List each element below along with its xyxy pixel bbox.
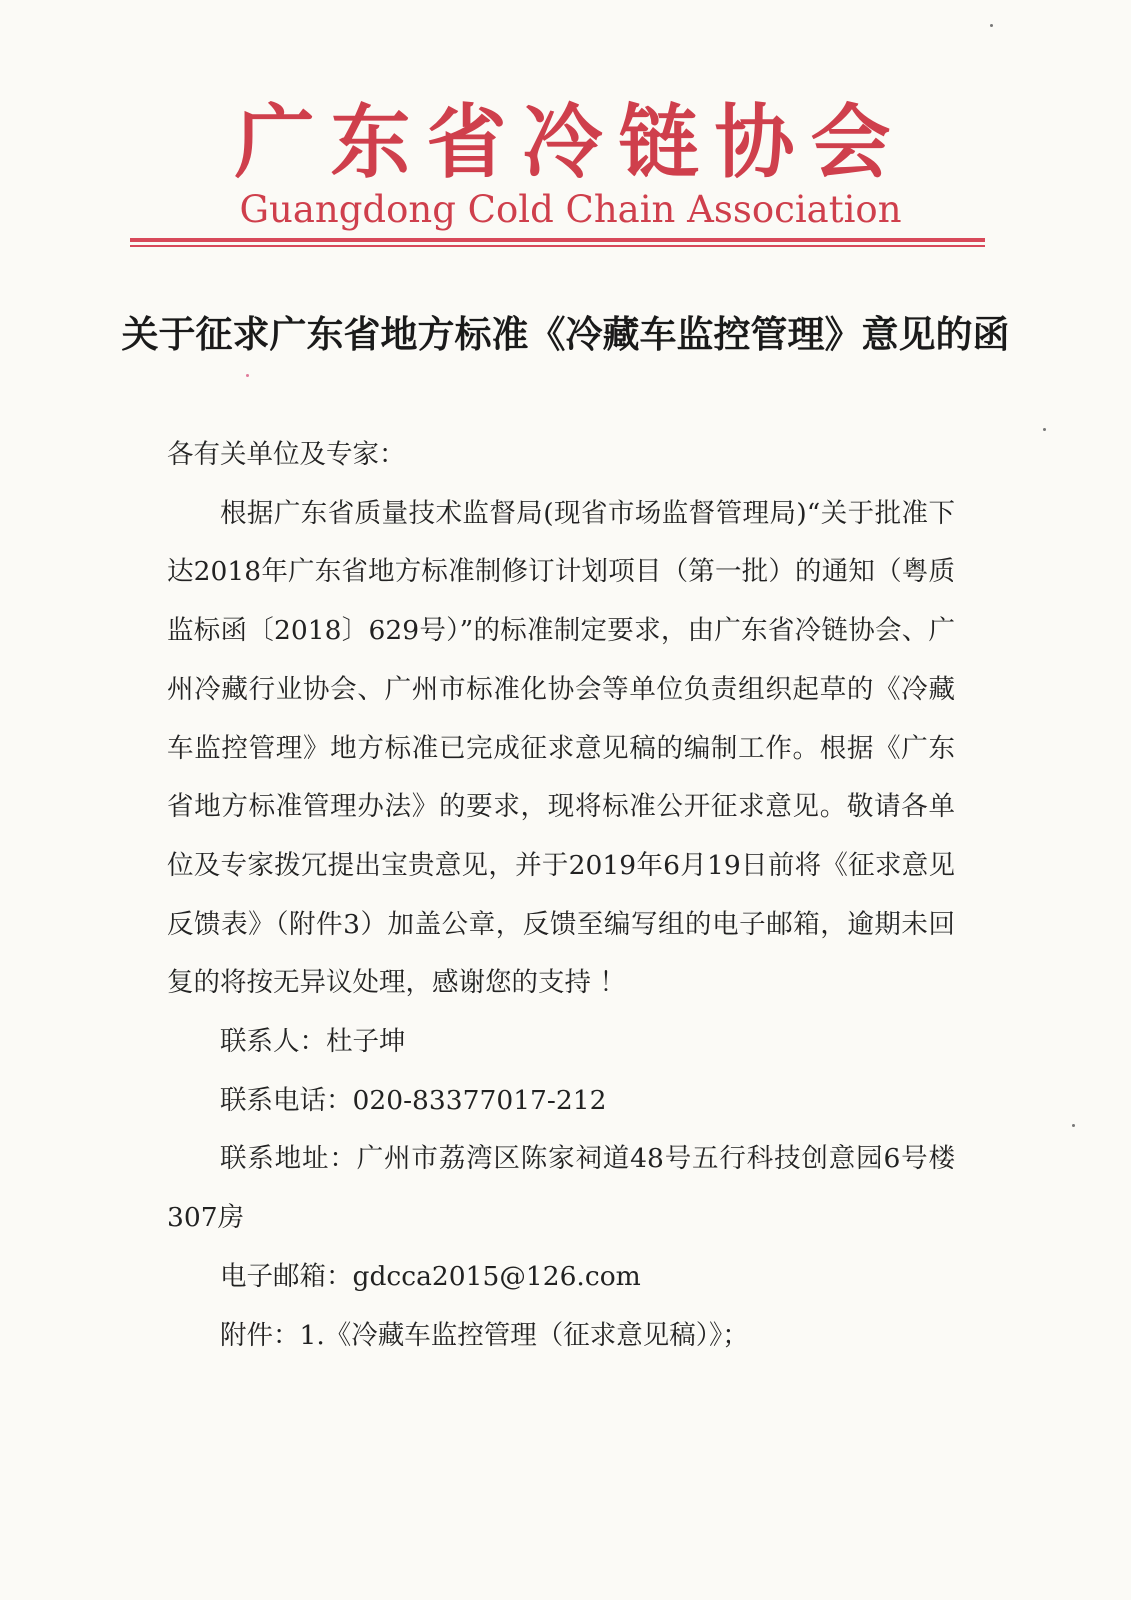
document-title: 关于征求广东省地方标准《冷藏车监控管理》意见的函 [121,313,1010,356]
letterhead-rule-thick [130,238,985,242]
attachment-line: 附件：1.《冷藏车监控管理（征求意见稿）》； [220,1319,749,1351]
scan-speck [246,374,249,377]
contact-phone: 联系电话：020-83377017-212 [220,1084,607,1116]
salutation: 各有关单位及专家： [167,439,406,470]
letterhead-english-name: Guangdong Cold Chain Association [239,188,902,231]
contact-address: 联系地址：广州市荔湾区陈家祠道48号五行科技创意园6号楼307房 [167,1143,955,1234]
body-paragraph: 根据广东省质量技术监督局(现省市场监督管理局)“关于批准下达2018年广东省地方标准制修订计划项目（第一批）的通知（粤质监标函〔2018〕629号）”的标准制定要求，由广东省冷链协会、广州冷藏行业协会、广州市标准化协会等单位负责组织起草的《冷藏车监控管理》地方标准已完成征求意见稿的编制工作。根据《广东省地方标准管理办法》的要求，现将标准公开征求意见。敬请各单位及专家拨冗提出宝贵意见，并于2019年6月19日前将《征求意见反馈表》（附件3）加盖公章，反馈至编写组的电子邮箱，逾期未回复的将按无异议处理，感谢您的支持 ！ [167,497,955,999]
scan-speck [1043,428,1046,431]
contact-person: 联系人：杜子坤 [220,1026,406,1058]
contact-email: 电子邮箱：gdcca2015@126.com [220,1260,641,1292]
letterhead-rule-thin [130,245,985,247]
document-body [167,426,955,1365]
scan-speck [990,24,993,27]
scan-speck [1072,1124,1075,1127]
letterhead-chinese-name: 广东省冷链协会 [234,95,907,189]
